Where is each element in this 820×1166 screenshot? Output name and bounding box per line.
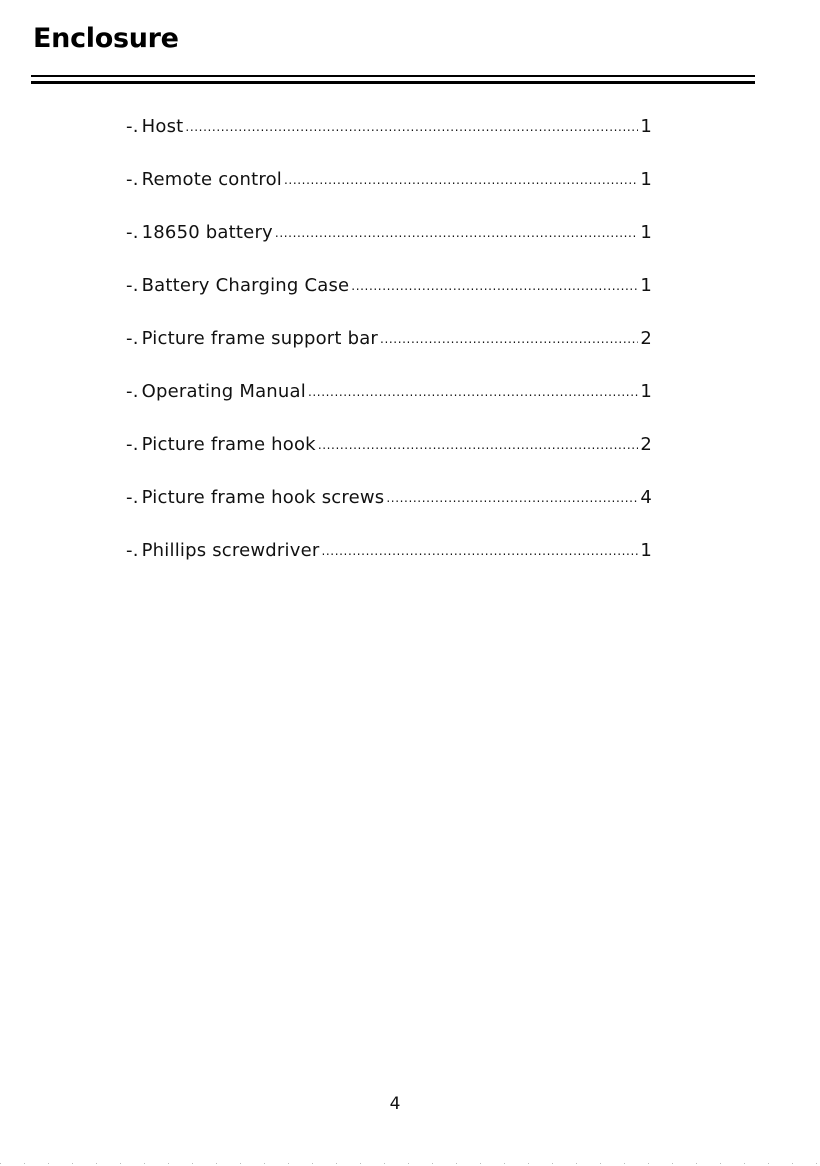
page-edge-border (0, 1163, 820, 1164)
list-item (126, 538, 652, 591)
item-name: Remote control (141, 169, 282, 190)
dot-leader (380, 325, 638, 352)
list-item (126, 114, 652, 167)
dot-leader (185, 113, 638, 140)
item-quantity: 4 (640, 487, 652, 508)
item-bullet: -. (126, 116, 139, 137)
item-quantity: 1 (640, 540, 652, 561)
item-quantity: 1 (640, 275, 652, 296)
header-rule-thick (31, 81, 755, 84)
dot-leader (275, 219, 638, 246)
item-name: 18650 battery (141, 222, 273, 243)
item-bullet: -. (126, 222, 139, 243)
package-contents-list (126, 114, 652, 591)
dot-leader (284, 166, 638, 193)
list-item (126, 326, 652, 379)
item-bullet: -. (126, 169, 139, 190)
item-bullet: -. (126, 540, 139, 561)
item-name: Host (141, 116, 184, 137)
item-quantity: 2 (640, 434, 652, 455)
item-name: Phillips screwdriver (141, 540, 320, 561)
dot-leader (308, 378, 638, 405)
dot-leader (386, 484, 638, 511)
page-number: 4 (389, 1094, 401, 1114)
header-rule-thin (31, 75, 755, 77)
item-quantity: 2 (640, 328, 652, 349)
item-name: Battery Charging Case (141, 275, 350, 296)
dot-leader (318, 431, 638, 458)
item-quantity: 1 (640, 381, 652, 402)
dot-leader (351, 272, 638, 299)
item-quantity: 1 (640, 116, 652, 137)
dot-leader (321, 537, 638, 564)
list-item (126, 273, 652, 326)
list-item (126, 379, 652, 432)
item-name: Picture frame support bar (141, 328, 379, 349)
item-quantity: 1 (640, 169, 652, 190)
item-name: Picture frame hook screws (141, 487, 385, 508)
item-bullet: -. (126, 381, 139, 402)
item-bullet: -. (126, 328, 139, 349)
item-quantity: 1 (640, 222, 652, 243)
list-item (126, 167, 652, 220)
item-bullet: -. (126, 487, 139, 508)
list-item (126, 485, 652, 538)
item-bullet: -. (126, 434, 139, 455)
item-name: Picture frame hook (141, 434, 316, 455)
item-bullet: -. (126, 275, 139, 296)
item-name: Operating Manual (141, 381, 306, 402)
list-item (126, 432, 652, 485)
list-item (126, 220, 652, 273)
page-title: Enclosure (33, 23, 179, 54)
